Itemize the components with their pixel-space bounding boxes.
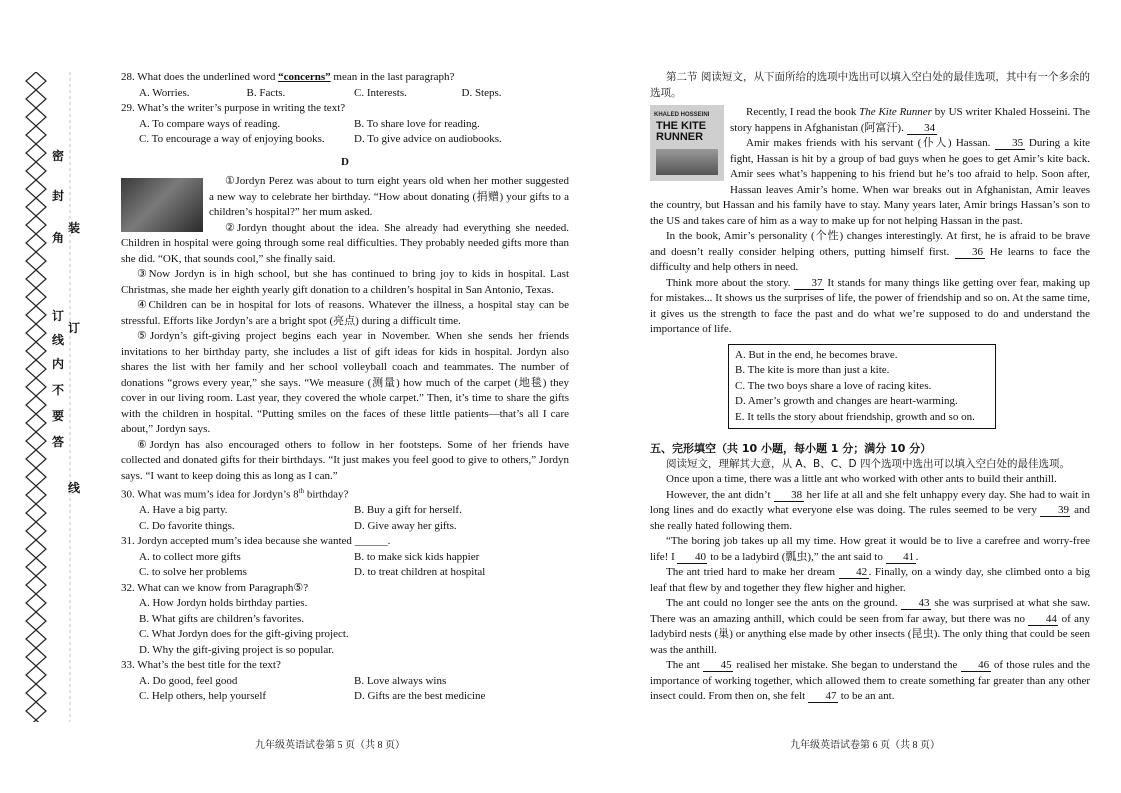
- left-page: [121, 70, 569, 705]
- binding-margin: [22, 72, 82, 722]
- answer-options: [121, 674, 569, 705]
- seal-char: 内: [52, 357, 65, 371]
- question-stem: 30. What was mum’s idea for Jordyn’s 8: [121, 488, 299, 501]
- box-option-a: A. But in the end, he becomes brave.: [735, 348, 898, 361]
- binding-diamond: [26, 558, 46, 576]
- binding-diamond: [26, 576, 46, 594]
- answer-options: [121, 550, 569, 581]
- binding-diamond: [26, 432, 46, 450]
- binding-diamond: [26, 306, 46, 324]
- option-b: B. Facts.: [246, 86, 286, 99]
- option-d: D. to treat children at hospital: [354, 566, 486, 579]
- option-c: C. to solve her problems: [139, 566, 247, 579]
- binding-diamond: [26, 108, 46, 126]
- binding-diamond: [26, 162, 46, 180]
- text: In the book, Amir’s personality (个性) changes interestingly. At first, he is afraid to be brave and doesn’t really consider helping others, putting himself first.: [650, 230, 1090, 258]
- text: Amir makes friends with his servant (仆人) Hassan.: [746, 137, 995, 149]
- text: Think more about the story.: [666, 276, 794, 289]
- blank-37: 37: [794, 277, 824, 290]
- seal-char: 订: [52, 309, 65, 323]
- binding-diamond: [26, 72, 46, 90]
- option-b: B. Buy a gift for herself.: [354, 504, 462, 517]
- binding-diamond: [26, 612, 46, 630]
- book-title: The Kite Runner: [859, 106, 932, 118]
- blank-45: 45: [703, 659, 733, 672]
- option-b: B. Love always wins: [354, 674, 447, 687]
- answer-options: [121, 117, 569, 148]
- blank-36: 36: [955, 246, 985, 259]
- question-28: [121, 70, 569, 86]
- blank-40: 40: [677, 551, 707, 564]
- question-stem: 28. What does the underlined word: [121, 71, 279, 83]
- option-d: D. Gifts are the best medicine: [354, 690, 486, 703]
- article-photo: [121, 178, 203, 232]
- option-d: D. Steps.: [461, 86, 502, 99]
- paragraph: ③Now Jordyn is in high school, but she has continued to bring joy to kids in hospital. Last Christmas, she made her eighth yearly gift donation to a children’s hospital in San Antonio, Texas.: [121, 268, 569, 296]
- text: to be a ladybird (瓢虫),” the ant said to: [707, 550, 886, 563]
- text: to be an ant.: [837, 690, 895, 702]
- seal-char: 答: [52, 435, 65, 449]
- option-d: D. Give away her gifts.: [354, 519, 457, 532]
- paragraph: ①Jordyn Perez was about to turn eight years old when her mother suggested a new way to celebrate her birthday. “How about donating (捐赠) your gifts to a children’s hospital?” her mum asked.: [209, 175, 569, 218]
- seal-char: 封: [52, 189, 65, 203]
- question-stem: mean in the last paragraph?: [330, 71, 455, 83]
- binding-diamond: [26, 414, 46, 432]
- binding-diamond: [26, 540, 46, 558]
- box-option-c: C. The two boys share a love of racing kites.: [735, 379, 932, 392]
- binding-diamond: [26, 198, 46, 216]
- box-option-d: D. Amer’s growth and changes are heart-warming.: [735, 395, 958, 407]
- binding-diamond: [26, 468, 46, 486]
- text: Recently, I read the book: [746, 106, 860, 118]
- text: However, the ant didn’t: [666, 488, 774, 501]
- blank-43: 43: [901, 597, 931, 610]
- text: by US writer Khaled Hosseini. The story happens in Afghanistan (阿富汗).: [730, 106, 1090, 134]
- paragraph: [650, 229, 1090, 276]
- binding-diamond: [26, 360, 46, 378]
- question-32: 32. What can we know from Paragraph⑤?: [121, 581, 309, 594]
- question-33: 33. What’s the best title for the text?: [121, 659, 281, 672]
- option-a: A. How Jordyn holds birthday parties.: [139, 597, 308, 610]
- book-cover-title: THE KITE RUNNER: [656, 120, 707, 143]
- paragraph: ⑥Jordyn has also encouraged others to follow in her footsteps. Some of her friends have collected and donated gifts for their birthdays. “It just makes you feel good to give to others,” Jordyn says. “I want to keep doing this as long as I can.”: [121, 438, 569, 482]
- option-d: D. To give advice on audiobooks.: [354, 133, 502, 145]
- option-a: A. to collect more gifts: [139, 550, 241, 563]
- blank-38: 38: [774, 489, 804, 502]
- paragraph: Once upon a time, there was a little ant who worked with other ants to build their anthill.: [666, 473, 1057, 485]
- paragraph: [650, 488, 1090, 535]
- text: During a kite fight, Hassan is hit by a group of bad guys when he goes to get Amir’s kite back. Amir sees what’s happening to his friend but he’s too afraid to help. Soon after, Hassan leaves Amir’s home. When war breaks out in Afghanistan, Amir leaves the country, but Hassan and his family have to stay. Many years later, Amir brings Hassan’s son to the US and takes care of him as a way to make up for not helping Hassan in the past.: [650, 137, 1091, 227]
- binding-diamond: [26, 450, 46, 468]
- text: she was surprised at what she saw. There was an amazing anthill, which could be seen from far away, but there was no: [650, 597, 1090, 625]
- blank-39: 39: [1040, 504, 1070, 517]
- binding-diamond: [26, 648, 46, 666]
- text: It stands for many things like getting over fear, making up for mistakes... It shows us the surprises of life, the power of friendship and so on. At the same time, it gives us the strength to face the past and do what we’re supposed to do and understand the importance of life.: [650, 276, 1090, 335]
- binding-diamond: [26, 288, 46, 306]
- blank-41: 41: [886, 551, 916, 564]
- box-option-b: B. The kite is more than just a kite.: [735, 364, 890, 376]
- binding-diamond: [26, 342, 46, 360]
- text: .: [915, 550, 919, 563]
- binding-diamond: [26, 324, 46, 342]
- binding-diamond: [26, 180, 46, 198]
- book-cover-image: [650, 105, 724, 181]
- option-d: D. Why the gift-giving project is so popular.: [139, 643, 335, 656]
- underlined-word: “concerns”: [278, 71, 331, 83]
- binding-diamond: [26, 684, 46, 702]
- paragraph: ⑤Jordyn’s gift-giving project begins each year in November. When she sends her friends invitations to her birthday party, she includes a list of gift ideas for kids in hospital. Jordyn also shares the list with her family and her school volleyball coach and teammates. The number of donations “grows every year,” she says. “We measure (测量) how much of the carpet (地毯) they cover in our living room. Last year, they covered the whole carpet.” Then, it’s time to share the gifts with the children in hospital. “Putting smiles on the faces of these little patients—that’s all I care about,” Jordyn says.: [121, 330, 569, 435]
- question-31: 31. Jordyn accepted mum’s idea because she wanted ______.: [121, 535, 391, 548]
- blank-42: 42: [839, 566, 869, 579]
- section-instruction: 第二节 阅读短文，从下面所给的选项中选出可以填入空白处的最佳选项，其中有一个多余的选项。: [650, 71, 1090, 99]
- seal-char: 线: [68, 481, 81, 495]
- seal-char: 不: [52, 383, 65, 397]
- paragraph: [650, 658, 1090, 705]
- text: The ant tried hard to make her dream: [666, 566, 839, 578]
- cloze-instruction: 阅读短文，理解其大意，从 A、B、C、D 四个选项中选出可以填入空白处的最佳选项。: [666, 457, 1070, 470]
- binding-diamond: [26, 396, 46, 414]
- box-option-e: E. It tells the story about friendship, growth and so on.: [735, 410, 975, 423]
- text: of any ladybird nests (巢) or anything else made by other insects (昆虫). The only thing that could be seen was the anthill.: [650, 612, 1091, 656]
- option-c: C. To encourage a way of enjoying books.: [139, 133, 325, 145]
- paragraph: ②Jordyn thought about the idea. She already had everything she needed. Children in hospital were going through some real difficulties. They probably needed gifts more than she did. “OK, that sounds cool,” she finally said.: [121, 221, 569, 265]
- superscript: th: [298, 487, 305, 495]
- option-a: A. Worries.: [139, 86, 190, 99]
- binding-diamond: [26, 270, 46, 288]
- binding-diamond: [26, 630, 46, 648]
- text: He learns to face the difficulty and help others in need.: [650, 245, 1090, 273]
- binding-diamond: [26, 126, 46, 144]
- right-page: [650, 70, 1090, 705]
- option-a: A. To compare ways of reading.: [139, 117, 281, 130]
- paragraph: ④Children can be in hospital for lots of reasons. Whatever the illness, a hospital stay can be stressful. Efforts like Jordyn’s are a bright spot (亮点) during a difficult time.: [121, 299, 569, 327]
- binding-diamond: [26, 594, 46, 612]
- options-box: [728, 344, 996, 430]
- page-footer-right: 九年级英语试卷第 6 页（共 8 页）: [790, 740, 940, 751]
- seal-char: 订: [68, 321, 81, 335]
- blank-47: 47: [808, 690, 838, 703]
- book-cover-art: [656, 149, 718, 175]
- binding-diamond: [26, 90, 46, 108]
- text: . Finally, on a windy day, she climbed onto a big leaf that flew by and together they flew higher and higher.: [650, 566, 1090, 594]
- paragraph: [650, 534, 1090, 565]
- blank-34: 34: [907, 122, 937, 135]
- book-cover-author: KHALED HOSSEINI: [654, 112, 710, 118]
- binding-diamond: [26, 252, 46, 270]
- option-c: C. Help others, help yourself: [139, 690, 267, 703]
- option-a: A. Do good, feel good: [139, 674, 238, 687]
- section-heading-d: D: [341, 155, 349, 168]
- option-c: C. What Jordyn does for the gift-giving project.: [139, 628, 349, 641]
- seal-char: 要: [52, 409, 65, 423]
- text: realised her mistake. She began to understand the: [733, 659, 961, 671]
- seal-char: 装: [68, 221, 81, 235]
- option-c: C. Interests.: [354, 86, 407, 99]
- question-stem: birthday?: [304, 488, 349, 501]
- paragraph: [650, 276, 1090, 338]
- paragraph: [650, 565, 1090, 596]
- blank-35: 35: [995, 137, 1025, 150]
- option-a: A. Have a big party.: [139, 504, 228, 517]
- text: of those rules and the importance of working together, which allowed them to create something far greater than any other insect could. From then on, she felt: [650, 659, 1090, 702]
- text: and she really hated following them.: [650, 504, 1090, 532]
- binding-diamond: [26, 234, 46, 252]
- page-footer-left: 九年级英语试卷第 5 页（共 8 页）: [255, 740, 405, 751]
- option-c: C. Do favorite things.: [139, 519, 235, 532]
- binding-diamond: [26, 378, 46, 396]
- seal-char: 密: [52, 149, 65, 163]
- binding-diamond: [26, 522, 46, 540]
- answer-options: [121, 86, 569, 102]
- text: her life at all and she felt unhappy every day. She had to wait in long lines and do exactly what everyone else was doing. The rules seemed to be very: [650, 488, 1090, 516]
- option-b: B. To share love for reading.: [354, 117, 480, 130]
- binding-diamond: [26, 486, 46, 504]
- blank-44: 44: [1028, 613, 1058, 626]
- binding-diamond: [26, 504, 46, 522]
- text: “The boring job takes up all my time. How great it would be to live a carefree and worry-free life! I: [650, 535, 1090, 563]
- text: The ant: [666, 659, 704, 671]
- seal-char: 线: [52, 333, 65, 347]
- binding-diamond: [26, 702, 46, 720]
- option-b: B. What gifts are children’s favorites.: [139, 612, 305, 625]
- binding-diamond: [26, 720, 46, 722]
- blank-46: 46: [961, 659, 991, 672]
- binding-diamond: [26, 216, 46, 234]
- paragraph: [650, 596, 1090, 658]
- binding-pattern: [22, 72, 82, 722]
- question-30: [121, 484, 569, 503]
- text: The ant could no longer see the ants on the ground.: [666, 597, 901, 609]
- binding-diamond: [26, 144, 46, 162]
- option-b: B. to make sick kids happier: [354, 550, 480, 563]
- binding-diamond: [26, 666, 46, 684]
- answer-options: [121, 503, 569, 534]
- question-29: 29. What’s the writer’s purpose in writing the text?: [121, 102, 346, 114]
- seal-char: 角: [52, 231, 65, 245]
- cloze-section-title: 五、完形填空（共 10 小题，每小题 1 分；满分 10 分）: [650, 442, 932, 455]
